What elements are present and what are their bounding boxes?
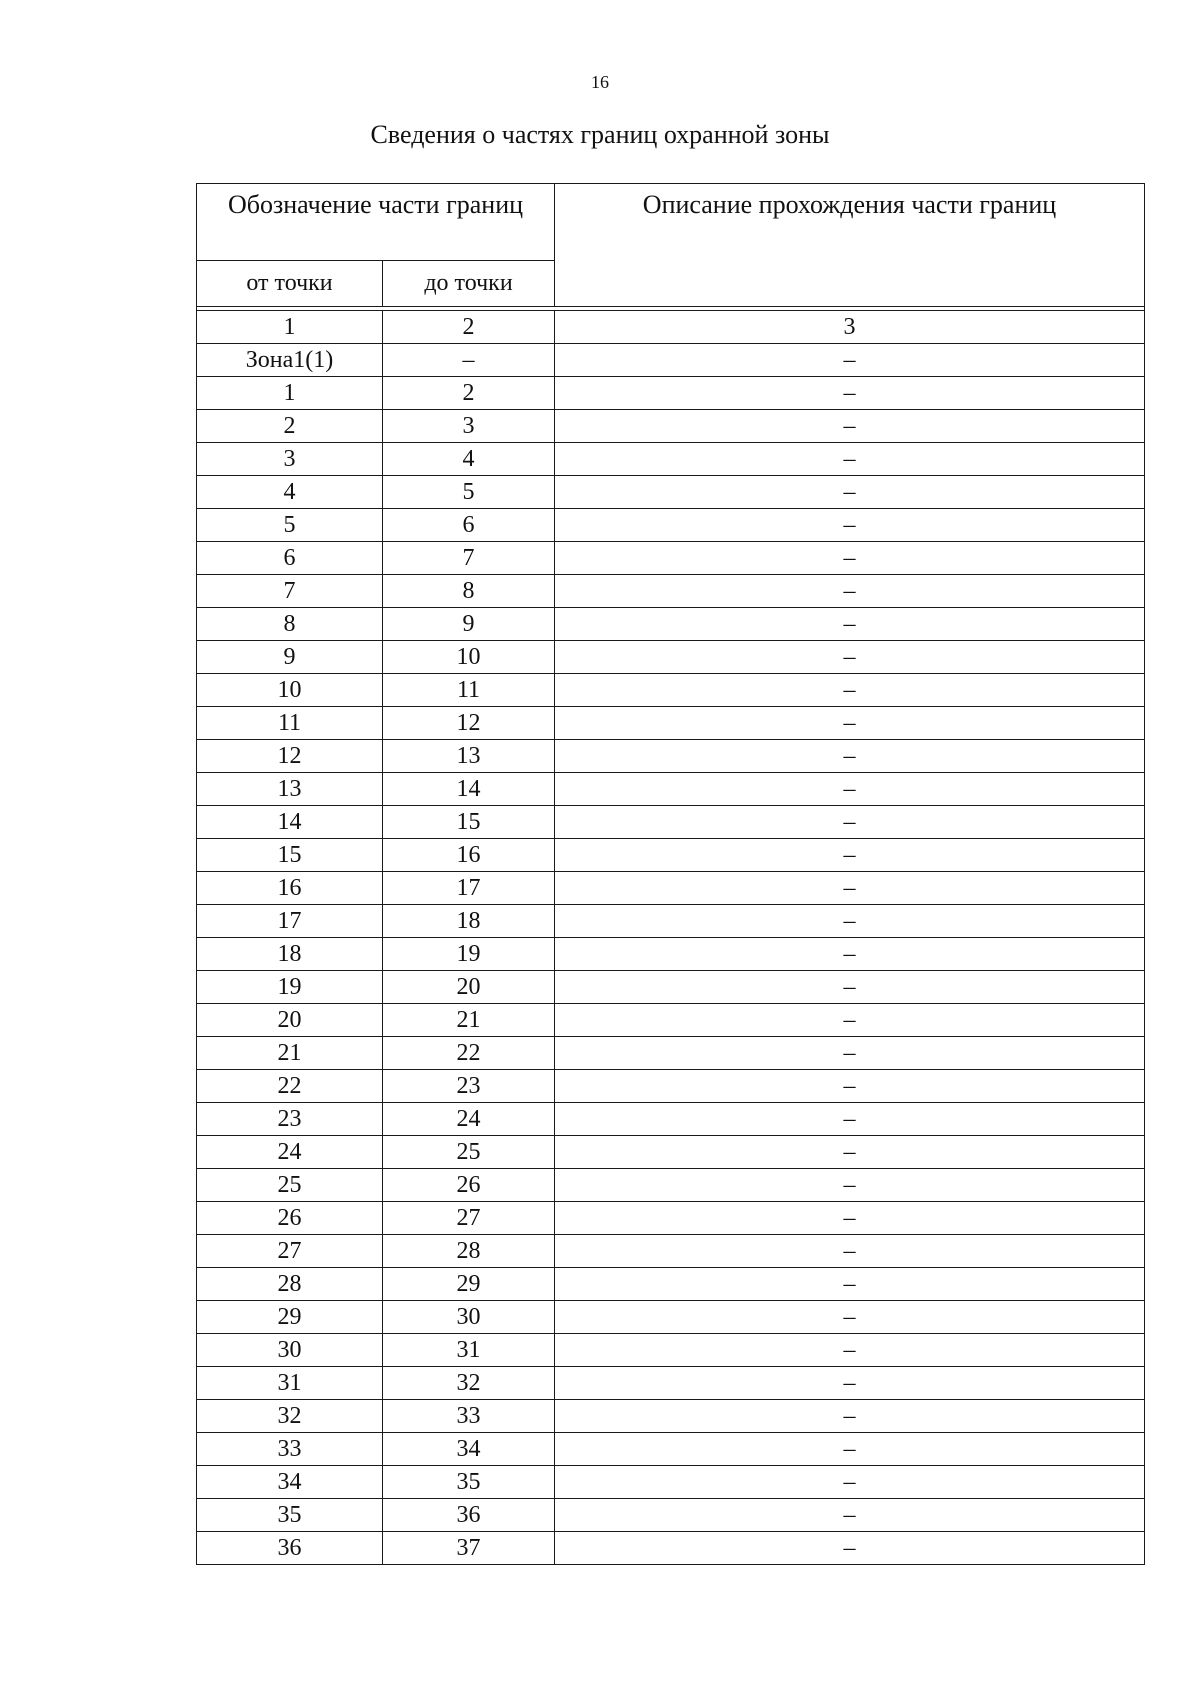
cell-from-point: 10 [197,674,383,707]
table-row [197,476,1145,509]
table-row [197,1136,1145,1169]
table-row [197,410,1145,443]
cell-from-point: 13 [197,773,383,806]
cell-from-point: 21 [197,1037,383,1070]
cell-to-point: 24 [383,1103,555,1136]
cell-to-point: 4 [383,443,555,476]
table-row [197,509,1145,542]
table-row [197,1499,1145,1532]
table-row [197,1466,1145,1499]
cell-to-point: 26 [383,1169,555,1202]
table-row [197,1367,1145,1400]
cell-description: 3 [555,311,1145,344]
table-row [197,1037,1145,1070]
cell-from-point: 35 [197,1499,383,1532]
table-row [197,1433,1145,1466]
table-row [197,1334,1145,1367]
cell-from-point: 28 [197,1268,383,1301]
table-row [197,1070,1145,1103]
cell-description: – [555,476,1145,509]
cell-to-point: 28 [383,1235,555,1268]
table-row [197,806,1145,839]
header-boundary-designation: Обозначение части границ [197,184,555,261]
table-row [197,1103,1145,1136]
table-body [197,311,1145,1565]
table-row [197,1202,1145,1235]
cell-description: – [555,905,1145,938]
cell-description: – [555,1301,1145,1334]
cell-to-point: 2 [383,311,555,344]
cell-to-point: 34 [383,1433,555,1466]
table-row [197,839,1145,872]
header-to-point: до точки [383,261,555,307]
table-row [197,1532,1145,1565]
cell-description: – [555,938,1145,971]
table-row [197,344,1145,377]
cell-to-point: 22 [383,1037,555,1070]
cell-to-point: 20 [383,971,555,1004]
cell-description: – [555,1103,1145,1136]
cell-from-point: 4 [197,476,383,509]
header-from-point: от точки [197,261,383,307]
cell-from-point: 32 [197,1400,383,1433]
cell-description: – [555,971,1145,1004]
cell-description: – [555,1367,1145,1400]
cell-from-point: 2 [197,410,383,443]
page-number: 16 [591,72,609,92]
cell-to-point: 3 [383,410,555,443]
table-header [197,184,1145,311]
cell-to-point: 29 [383,1268,555,1301]
cell-from-point: 22 [197,1070,383,1103]
cell-to-point: 36 [383,1499,555,1532]
cell-description: – [555,1334,1145,1367]
page-title: Сведения о частях границ охранной зоны [370,120,830,149]
cell-to-point: 19 [383,938,555,971]
table-row [197,311,1145,344]
cell-to-point: 18 [383,905,555,938]
cell-description: – [555,443,1145,476]
table-row [197,542,1145,575]
cell-description: – [555,1169,1145,1202]
cell-from-point: 26 [197,1202,383,1235]
cell-from-point: 27 [197,1235,383,1268]
cell-from-point: 33 [197,1433,383,1466]
table-row [197,938,1145,971]
cell-to-point: 23 [383,1070,555,1103]
cell-description: – [555,1466,1145,1499]
cell-to-point: 12 [383,707,555,740]
cell-from-point: 30 [197,1334,383,1367]
cell-from-point: 14 [197,806,383,839]
cell-from-point: Зона1(1) [197,344,383,377]
cell-description: – [555,839,1145,872]
cell-to-point: 25 [383,1136,555,1169]
table-row [197,575,1145,608]
cell-from-point: 5 [197,509,383,542]
cell-description: – [555,542,1145,575]
cell-from-point: 16 [197,872,383,905]
cell-description: – [555,1136,1145,1169]
cell-from-point: 17 [197,905,383,938]
cell-description: – [555,1037,1145,1070]
table-row [197,707,1145,740]
cell-from-point: 1 [197,311,383,344]
table-row [197,1004,1145,1037]
table-row [197,773,1145,806]
cell-from-point: 3 [197,443,383,476]
cell-description: – [555,773,1145,806]
table-row [197,1301,1145,1334]
cell-description: – [555,509,1145,542]
cell-from-point: 11 [197,707,383,740]
table-row [197,740,1145,773]
cell-to-point: 11 [383,674,555,707]
cell-description: – [555,410,1145,443]
cell-to-point: – [383,344,555,377]
cell-to-point: 15 [383,806,555,839]
cell-from-point: 8 [197,608,383,641]
cell-description: – [555,1532,1145,1565]
cell-from-point: 25 [197,1169,383,1202]
cell-description: – [555,575,1145,608]
cell-description: – [555,1202,1145,1235]
cell-from-point: 20 [197,1004,383,1037]
cell-to-point: 14 [383,773,555,806]
cell-to-point: 35 [383,1466,555,1499]
cell-to-point: 9 [383,608,555,641]
cell-from-point: 23 [197,1103,383,1136]
cell-to-point: 13 [383,740,555,773]
boundary-parts-table [196,183,1145,1565]
cell-to-point: 2 [383,377,555,410]
cell-description: – [555,608,1145,641]
table-row [197,377,1145,410]
cell-description: – [555,872,1145,905]
cell-description: – [555,806,1145,839]
cell-description: – [555,377,1145,410]
cell-to-point: 32 [383,1367,555,1400]
table-row [197,608,1145,641]
cell-to-point: 17 [383,872,555,905]
cell-from-point: 1 [197,377,383,410]
header-boundary-description: Описание прохождения части границ [555,184,1145,307]
cell-description: – [555,1235,1145,1268]
cell-to-point: 31 [383,1334,555,1367]
cell-to-point: 6 [383,509,555,542]
cell-from-point: 24 [197,1136,383,1169]
cell-to-point: 33 [383,1400,555,1433]
cell-from-point: 9 [197,641,383,674]
table-row [197,641,1145,674]
cell-to-point: 5 [383,476,555,509]
cell-description: – [555,1004,1145,1037]
cell-description: – [555,1070,1145,1103]
table-row [197,1400,1145,1433]
cell-from-point: 34 [197,1466,383,1499]
cell-description: – [555,1499,1145,1532]
table-row [197,905,1145,938]
table-row [197,674,1145,707]
cell-to-point: 16 [383,839,555,872]
table-row [197,443,1145,476]
cell-from-point: 12 [197,740,383,773]
cell-to-point: 7 [383,542,555,575]
cell-description: – [555,707,1145,740]
cell-from-point: 15 [197,839,383,872]
cell-description: – [555,1433,1145,1466]
cell-from-point: 36 [197,1532,383,1565]
cell-description: – [555,1268,1145,1301]
table-row [197,872,1145,905]
cell-description: – [555,740,1145,773]
table-row [197,971,1145,1004]
cell-to-point: 8 [383,575,555,608]
table-row [197,1268,1145,1301]
cell-to-point: 30 [383,1301,555,1334]
cell-to-point: 21 [383,1004,555,1037]
table-row [197,1169,1145,1202]
cell-description: – [555,344,1145,377]
cell-from-point: 31 [197,1367,383,1400]
cell-to-point: 10 [383,641,555,674]
cell-from-point: 7 [197,575,383,608]
cell-description: – [555,674,1145,707]
cell-description: – [555,1400,1145,1433]
cell-from-point: 29 [197,1301,383,1334]
cell-from-point: 18 [197,938,383,971]
cell-from-point: 19 [197,971,383,1004]
cell-to-point: 37 [383,1532,555,1565]
cell-to-point: 27 [383,1202,555,1235]
cell-description: – [555,641,1145,674]
table-row [197,1235,1145,1268]
cell-from-point: 6 [197,542,383,575]
